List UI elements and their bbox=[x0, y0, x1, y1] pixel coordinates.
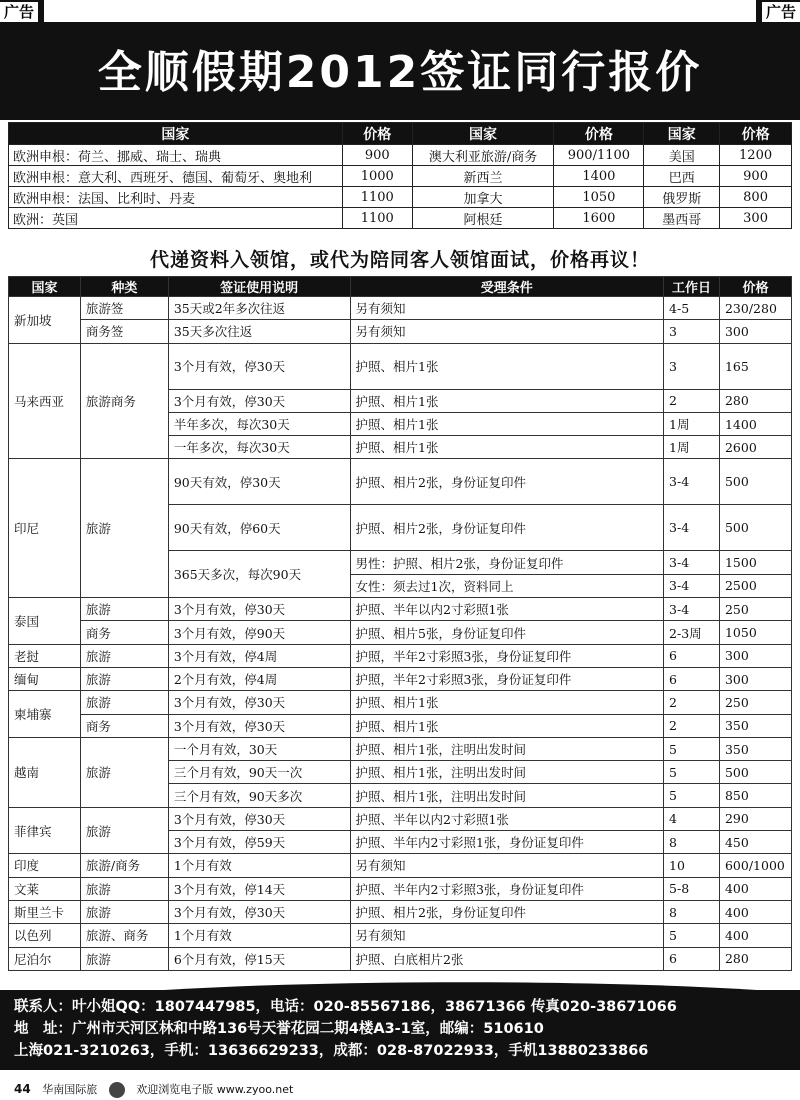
table-row bbox=[9, 667, 792, 690]
desc-cell: 6个月有效，停15天 bbox=[168, 947, 350, 970]
cond-cell: 护照、相片1张 bbox=[350, 691, 664, 714]
price-cell: 1400 bbox=[554, 166, 644, 187]
price-cell: 600/1000 bbox=[719, 854, 791, 877]
days-cell: 4 bbox=[664, 807, 720, 830]
table-row bbox=[9, 166, 792, 187]
country-cell: 缅甸 bbox=[9, 667, 81, 690]
price-cell: 1600 bbox=[554, 208, 644, 229]
price-cell: 500 bbox=[719, 761, 791, 784]
price-cell: 165 bbox=[719, 343, 791, 389]
cond-cell: 另有须知 bbox=[350, 854, 664, 877]
days-cell: 2 bbox=[664, 714, 720, 737]
header-cell: 价格 bbox=[554, 123, 644, 145]
price-cell: 2600 bbox=[719, 436, 791, 459]
country-cell: 泰国 bbox=[9, 598, 81, 645]
contact-footer bbox=[0, 990, 800, 1070]
price-cell: 500 bbox=[719, 459, 791, 505]
cond-cell: 护照，半年2寸彩照3张，身份证复印件 bbox=[350, 667, 664, 690]
table-row bbox=[9, 644, 792, 667]
table-row bbox=[9, 621, 792, 644]
price-cell: 2500 bbox=[719, 574, 791, 597]
days-cell: 5 bbox=[664, 737, 720, 760]
table-row bbox=[9, 343, 792, 389]
publication-name: 华南国际旅 bbox=[42, 1083, 98, 1096]
country-cell: 文莱 bbox=[9, 877, 81, 900]
country-cell: 越南 bbox=[9, 737, 81, 807]
desc-cell: 3个月有效，停59天 bbox=[168, 831, 350, 854]
branch-line: 上海021-3210263，手机：13636629233，成都：028-87022933，手机13880233866 bbox=[14, 1043, 649, 1059]
type-cell: 旅游 bbox=[80, 598, 168, 621]
header-cell: 工作日 bbox=[664, 277, 720, 297]
ad-label-left: 广告 bbox=[0, 2, 38, 22]
country-cell: 马来西亚 bbox=[9, 343, 81, 459]
cond-cell: 护照、相片1张 bbox=[350, 436, 664, 459]
desc-cell: 3个月有效，停30天 bbox=[168, 691, 350, 714]
price-cell: 400 bbox=[719, 877, 791, 900]
header-cell: 价格 bbox=[720, 123, 792, 145]
cond-cell: 护照、相片1张，注明出发时间 bbox=[350, 784, 664, 807]
table-row bbox=[9, 208, 792, 229]
days-cell: 3-4 bbox=[664, 574, 720, 597]
site-link[interactable]: 欢迎浏览电子版 www.zyoo.net bbox=[136, 1083, 294, 1096]
desc-cell: 半年多次，每次30天 bbox=[168, 412, 350, 435]
desc-cell: 3个月有效，停14天 bbox=[168, 877, 350, 900]
top-strip bbox=[44, 0, 756, 22]
country-cell: 美国 bbox=[644, 145, 720, 166]
table-row bbox=[9, 807, 792, 830]
country-cell: 斯里兰卡 bbox=[9, 900, 81, 923]
desc-cell: 2个月有效，停4周 bbox=[168, 667, 350, 690]
header-cell: 国家 bbox=[644, 123, 720, 145]
price-cell: 850 bbox=[719, 784, 791, 807]
price-cell: 1050 bbox=[719, 621, 791, 644]
country-cell: 欧洲申根：法国、比利时、丹麦 bbox=[9, 187, 343, 208]
cond-cell: 护照、相片1张 bbox=[350, 412, 664, 435]
cond-cell: 护照、相片1张 bbox=[350, 389, 664, 412]
type-cell: 旅游 bbox=[80, 900, 168, 923]
desc-cell: 3个月有效，停30天 bbox=[168, 389, 350, 412]
header-cell: 国家 bbox=[9, 277, 81, 297]
cond-cell: 另有须知 bbox=[350, 297, 664, 320]
cond-cell: 护照、半年以内2寸彩照1张 bbox=[350, 598, 664, 621]
days-cell: 6 bbox=[664, 947, 720, 970]
address-line: 地 址：广州市天河区林和中路136号天誉花园二期4楼A3-1室，邮编：510610 bbox=[14, 1021, 544, 1037]
header-cell: 国家 bbox=[9, 123, 343, 145]
cond-cell: 护照、白底相片2张 bbox=[350, 947, 664, 970]
price-cell: 280 bbox=[719, 947, 791, 970]
country-cell: 欧洲申根：意大利、西班牙、德国、葡萄牙、奥地利 bbox=[9, 166, 343, 187]
header-cell: 国家 bbox=[412, 123, 554, 145]
days-cell: 3-4 bbox=[664, 505, 720, 551]
type-cell: 商务签 bbox=[80, 320, 168, 343]
days-cell: 3-4 bbox=[664, 459, 720, 505]
country-cell: 老挝 bbox=[9, 644, 81, 667]
price-cell: 1500 bbox=[719, 551, 791, 574]
type-cell: 旅游、商务 bbox=[80, 924, 168, 947]
days-cell: 5 bbox=[664, 924, 720, 947]
visa-price-table bbox=[8, 276, 792, 971]
price-cell: 350 bbox=[719, 737, 791, 760]
header-cell: 价格 bbox=[342, 123, 412, 145]
cond-cell: 护照、相片1张 bbox=[350, 343, 664, 389]
type-cell: 旅游签 bbox=[80, 297, 168, 320]
price-cell: 1200 bbox=[720, 145, 792, 166]
cond-cell: 护照、相片1张，注明出发时间 bbox=[350, 761, 664, 784]
visa-table-wrap bbox=[8, 276, 792, 971]
country-cell: 新西兰 bbox=[412, 166, 554, 187]
country-cell: 新加坡 bbox=[9, 297, 81, 344]
cond-cell: 另有须知 bbox=[350, 924, 664, 947]
country-cell: 加拿大 bbox=[412, 187, 554, 208]
table-row bbox=[9, 691, 792, 714]
country-cell: 巴西 bbox=[644, 166, 720, 187]
table-row bbox=[9, 320, 792, 343]
country-cell: 印尼 bbox=[9, 459, 81, 598]
country-cell: 澳大利亚旅游/商务 bbox=[412, 145, 554, 166]
days-cell: 3-4 bbox=[664, 598, 720, 621]
desc-cell: 3个月有效，停30天 bbox=[168, 900, 350, 923]
price-cell: 800 bbox=[720, 187, 792, 208]
page-title: 全顺假期2012签证同行报价 bbox=[97, 47, 703, 98]
type-cell: 旅游商务 bbox=[80, 343, 168, 459]
desc-cell: 365天多次，每次90天 bbox=[168, 551, 350, 598]
desc-cell: 三个月有效，90天多次 bbox=[168, 784, 350, 807]
table-row bbox=[9, 854, 792, 877]
cond-cell: 护照、半年内2寸彩照1张，身份证复印件 bbox=[350, 831, 664, 854]
type-cell: 旅游 bbox=[80, 459, 168, 598]
desc-cell: 1个月有效 bbox=[168, 854, 350, 877]
cond-cell: 男性：护照、相片2张，身份证复印件 bbox=[350, 551, 664, 574]
header-cell: 签证使用说明 bbox=[168, 277, 350, 297]
desc-cell: 3个月有效，停30天 bbox=[168, 598, 350, 621]
type-cell: 旅游 bbox=[80, 947, 168, 970]
days-cell: 8 bbox=[664, 831, 720, 854]
table-row bbox=[9, 145, 792, 166]
table-row bbox=[9, 877, 792, 900]
price-cell: 350 bbox=[719, 714, 791, 737]
price-cell: 400 bbox=[719, 900, 791, 923]
table-row bbox=[9, 924, 792, 947]
days-cell: 2-3周 bbox=[664, 621, 720, 644]
days-cell: 3 bbox=[664, 320, 720, 343]
desc-cell: 3个月有效，停30天 bbox=[168, 807, 350, 830]
contact-line: 联系人：叶小姐QQ：1807447985，电话：020-85567186，38671366 传真020-38671066 bbox=[14, 999, 677, 1015]
header-cell: 受理条件 bbox=[350, 277, 664, 297]
days-cell: 6 bbox=[664, 644, 720, 667]
table-row bbox=[9, 187, 792, 208]
publication-logo-icon bbox=[109, 1082, 125, 1098]
desc-cell: 3个月有效，停30天 bbox=[168, 343, 350, 389]
type-cell: 旅游 bbox=[80, 877, 168, 900]
days-cell: 5 bbox=[664, 784, 720, 807]
type-cell: 旅游 bbox=[80, 691, 168, 714]
top-price-table-wrap bbox=[8, 122, 792, 229]
country-cell: 阿根廷 bbox=[412, 208, 554, 229]
cond-cell: 护照、半年内2寸彩照3张，身份证复印件 bbox=[350, 877, 664, 900]
days-cell: 1周 bbox=[664, 436, 720, 459]
price-cell: 500 bbox=[719, 505, 791, 551]
price-cell: 250 bbox=[719, 598, 791, 621]
type-cell: 旅游 bbox=[80, 644, 168, 667]
type-cell: 旅游 bbox=[80, 807, 168, 854]
country-cell: 以色列 bbox=[9, 924, 81, 947]
price-cell: 1050 bbox=[554, 187, 644, 208]
table-row bbox=[9, 598, 792, 621]
desc-cell: 三个月有效，90天一次 bbox=[168, 761, 350, 784]
country-cell: 柬埔寨 bbox=[9, 691, 81, 738]
country-cell: 印度 bbox=[9, 854, 81, 877]
type-cell: 旅游/商务 bbox=[80, 854, 168, 877]
desc-cell: 3个月有效，停30天 bbox=[168, 714, 350, 737]
table-row bbox=[9, 737, 792, 760]
country-cell: 菲律宾 bbox=[9, 807, 81, 854]
notice-text: 代递资料入领馆，或代为陪同客人领馆面试，价格再议！ bbox=[149, 249, 650, 271]
days-cell: 2 bbox=[664, 389, 720, 412]
days-cell: 4-5 bbox=[664, 297, 720, 320]
price-cell: 280 bbox=[719, 389, 791, 412]
top-price-table bbox=[8, 122, 792, 229]
price-cell: 290 bbox=[719, 807, 791, 830]
days-cell: 1周 bbox=[664, 412, 720, 435]
cond-cell: 护照，半年2寸彩照3张，身份证复印件 bbox=[350, 644, 664, 667]
table-row bbox=[9, 900, 792, 923]
type-cell: 商务 bbox=[80, 714, 168, 737]
country-cell: 欧洲：英国 bbox=[9, 208, 343, 229]
desc-cell: 3个月有效，停4周 bbox=[168, 644, 350, 667]
days-cell: 8 bbox=[664, 900, 720, 923]
price-cell: 300 bbox=[719, 667, 791, 690]
price-cell: 230/280 bbox=[719, 297, 791, 320]
type-cell: 旅游 bbox=[80, 737, 168, 807]
desc-cell: 90天有效，停30天 bbox=[168, 459, 350, 505]
price-cell: 1100 bbox=[342, 187, 412, 208]
price-cell: 1100 bbox=[342, 208, 412, 229]
table-row bbox=[9, 297, 792, 320]
cond-cell: 护照、相片2张，身份证复印件 bbox=[350, 900, 664, 923]
price-cell: 900/1100 bbox=[554, 145, 644, 166]
days-cell: 5 bbox=[664, 761, 720, 784]
table-row bbox=[9, 459, 792, 505]
table-row bbox=[9, 947, 792, 970]
cond-cell: 护照、半年以内2寸彩照1张 bbox=[350, 807, 664, 830]
cond-cell: 护照、相片1张，注明出发时间 bbox=[350, 737, 664, 760]
days-cell: 5-8 bbox=[664, 877, 720, 900]
days-cell: 10 bbox=[664, 854, 720, 877]
table-header-row bbox=[9, 123, 792, 145]
price-cell: 1000 bbox=[342, 166, 412, 187]
cond-cell: 护照、相片5张，身份证复印件 bbox=[350, 621, 664, 644]
type-cell: 旅游 bbox=[80, 667, 168, 690]
days-cell: 3-4 bbox=[664, 551, 720, 574]
desc-cell: 90天有效，停60天 bbox=[168, 505, 350, 551]
desc-cell: 一年多次，每次30天 bbox=[168, 436, 350, 459]
price-cell: 300 bbox=[719, 320, 791, 343]
days-cell: 3 bbox=[664, 343, 720, 389]
desc-cell: 1个月有效 bbox=[168, 924, 350, 947]
table-row bbox=[9, 714, 792, 737]
cond-cell: 护照、相片2张，身份证复印件 bbox=[350, 505, 664, 551]
cond-cell: 护照、相片1张 bbox=[350, 714, 664, 737]
price-cell: 400 bbox=[719, 924, 791, 947]
price-cell: 450 bbox=[719, 831, 791, 854]
country-cell: 尼泊尔 bbox=[9, 947, 81, 970]
price-cell: 900 bbox=[720, 166, 792, 187]
country-cell: 墨西哥 bbox=[644, 208, 720, 229]
header-cell: 价格 bbox=[719, 277, 791, 297]
price-cell: 300 bbox=[720, 208, 792, 229]
table-header-row bbox=[9, 277, 792, 297]
price-cell: 250 bbox=[719, 691, 791, 714]
price-cell: 300 bbox=[719, 644, 791, 667]
cond-cell: 女性：须去过1次，资料同上 bbox=[350, 574, 664, 597]
cond-cell: 护照、相片2张，身份证复印件 bbox=[350, 459, 664, 505]
type-cell: 商务 bbox=[80, 621, 168, 644]
header-cell: 种类 bbox=[80, 277, 168, 297]
desc-cell: 一个月有效，30天 bbox=[168, 737, 350, 760]
days-cell: 2 bbox=[664, 691, 720, 714]
desc-cell: 35天或2年多次往返 bbox=[168, 297, 350, 320]
country-cell: 俄罗斯 bbox=[644, 187, 720, 208]
page-number: 44 bbox=[14, 1082, 31, 1096]
price-cell: 900 bbox=[342, 145, 412, 166]
days-cell: 6 bbox=[664, 667, 720, 690]
country-cell: 欧洲申根：荷兰、挪威、瑞士、瑞典 bbox=[9, 145, 343, 166]
desc-cell: 35天多次往返 bbox=[168, 320, 350, 343]
price-cell: 1400 bbox=[719, 412, 791, 435]
ad-label-right: 广告 bbox=[762, 2, 800, 22]
desc-cell: 3个月有效，停90天 bbox=[168, 621, 350, 644]
cond-cell: 另有须知 bbox=[350, 320, 664, 343]
page-footer bbox=[0, 1078, 800, 1100]
